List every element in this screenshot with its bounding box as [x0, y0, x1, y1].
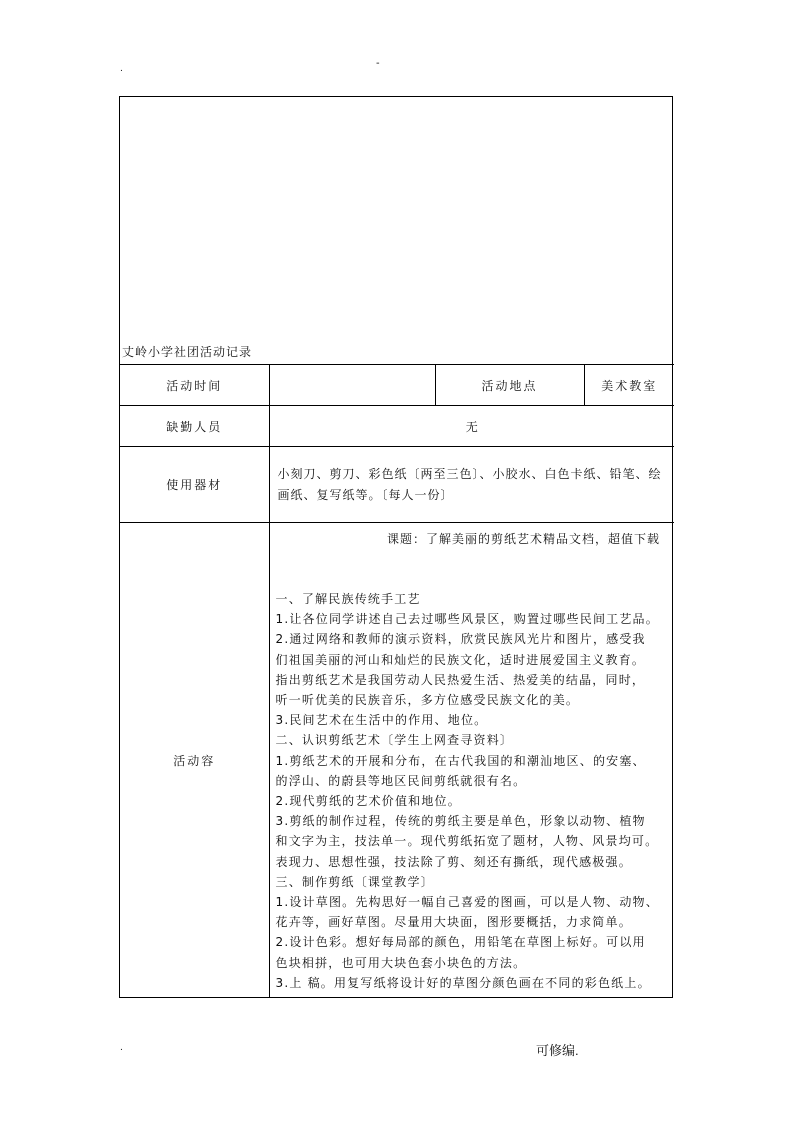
place-label: 活动地点: [435, 365, 584, 406]
content-line: 3.民间艺术在生活中的作用、地位。: [275, 713, 488, 728]
header-dot: .: [120, 64, 123, 74]
blank-area: [120, 97, 672, 364]
materials-row: [120, 447, 674, 523]
header-dash: -: [376, 58, 380, 69]
content-label: 活动容: [120, 523, 269, 998]
content-line: 的浮山、的蔚县等地区民间剪纸就很有名。: [275, 773, 527, 788]
content-line: 2.通过网络和教师的演示资料，欣赏民族风光片和图片，感受我: [275, 632, 646, 647]
content-line: 三、制作剪纸〔课堂教学〕: [275, 874, 434, 889]
content-line: 二、认识剪纸艺术〔学生上网查寻资料〕: [275, 733, 514, 748]
record-sheet: [119, 96, 673, 998]
content-line: 1.让各位同学讲述自己去过哪些风景区，购置过哪些民间工艺品。: [275, 612, 659, 627]
time-label: 活动时间: [120, 365, 269, 406]
place-value: 美术教室: [584, 365, 674, 406]
footer-dot: .: [120, 1043, 123, 1053]
absent-row: [120, 406, 674, 447]
content-line: 3.上 稿。用复写纸将设计好的草图分颜色画在不同的彩色纸上。: [275, 975, 651, 990]
content-line: 色块相拼，也可用大块色套小块色的方法。: [275, 955, 527, 970]
record-table: [120, 364, 674, 997]
content-row: [120, 523, 674, 998]
content-line: 2.设计色彩。想好每局部的颜色，用铅笔在草图上标好。可以用: [275, 935, 646, 950]
absent-label: 缺勤人员: [120, 406, 269, 447]
content-cell: [269, 523, 674, 998]
content-line: 3.剪纸的制作过程，传统的剪纸主要是单色，形象以动物、植物: [275, 814, 646, 829]
time-value: [269, 365, 435, 406]
content-line: 1.剪纸艺术的开展和分布，在古代我国的和潮汕地区、的安塞、: [275, 753, 646, 768]
content-line: 们祖国美丽的河山和灿烂的民族文化，适时进展爱国主义教育。: [275, 652, 646, 667]
content-line: 听一听优美的民族音乐，多方位感受民族文化的美。: [275, 693, 580, 708]
content-lines: [276, 589, 669, 993]
footer-text: 可修编.: [536, 1043, 579, 1058]
materials-label: 使用器材: [120, 447, 269, 523]
absent-value: 无: [269, 406, 674, 447]
materials-value: 小刻刀、剪刀、彩色纸〔两至三色〕、小胶水、白色卡纸、铅笔、绘画纸、复写纸等。〔每人一份〕: [269, 447, 674, 523]
record-title: 丈岭小学社团活动记录: [122, 345, 253, 359]
content-line: 表现力、思想性强，技法除了剪、刻还有撕纸，现代感极强。: [275, 854, 632, 869]
content-line: 一、了解民族传统手工艺: [275, 592, 421, 606]
topic-line: 课题：了解美丽的剪纸艺术精品文档，超值下载: [386, 532, 660, 546]
content-line: 和文字为主，技法单一。现代剪纸拓宽了题材，人物、风景均可。: [275, 834, 659, 849]
content-line: 1.设计草图。先构思好一幅自己喜爱的图画，可以是人物、动物、: [275, 895, 659, 910]
content-line: 花卉等，画好草图。尽量用大块面，图形要概括，力求简单。: [275, 915, 632, 930]
content-line: 2.现代剪纸的艺术价值和地位。: [275, 794, 461, 809]
time-place-row: [120, 365, 674, 406]
content-line: 指出剪纸艺术是我国劳动人民热爱生活、热爱美的结晶，同时，: [275, 672, 646, 687]
